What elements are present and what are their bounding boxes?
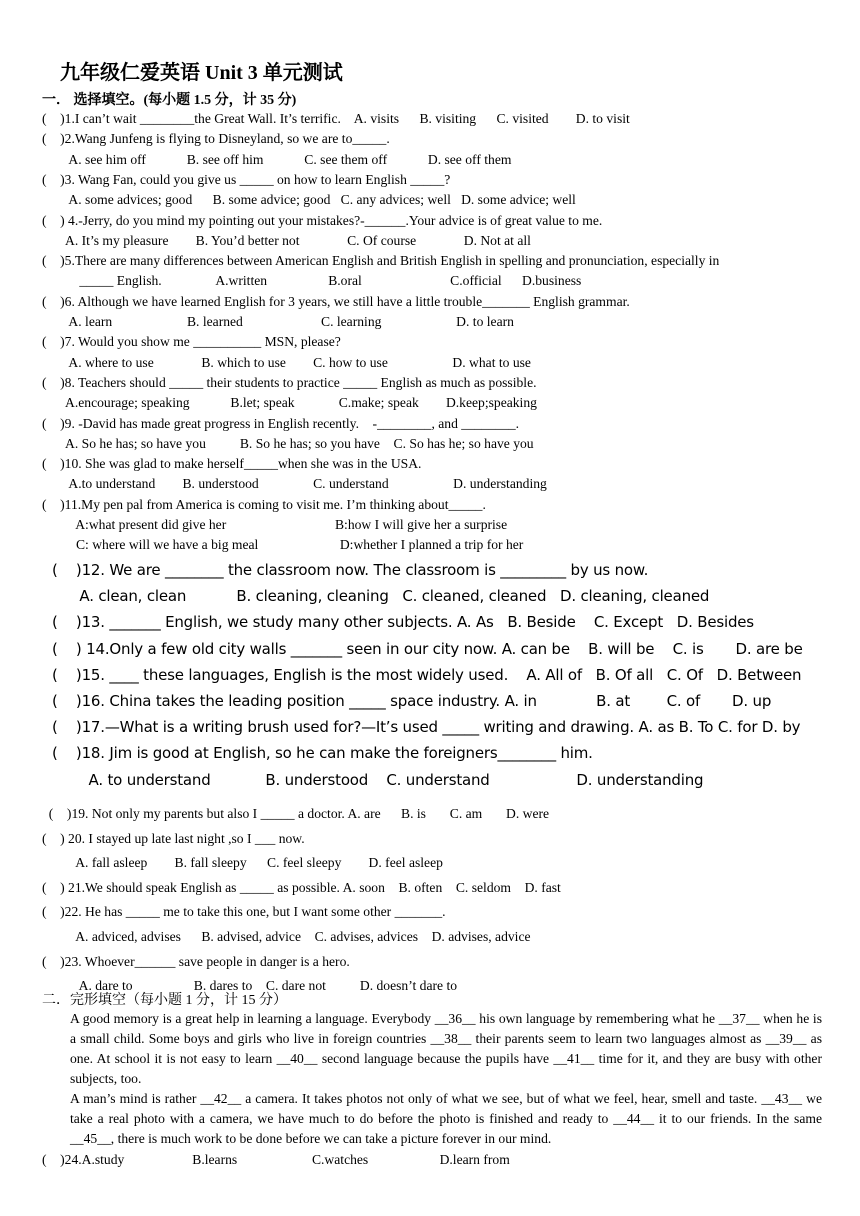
cloze-paragraph-1: A good memory is a great help in learning a language. Everybody __36__ his own language by remembering what he __37__ when he is a small child. Some boys and girls who live in foreign countries __38__ their parents seem to learn two languages almost as __39__ as one. At school it is not easy to learn __40__ second language because the pupils have __41__ time for it, and they are busy with other subjects, too. — [70, 1011, 822, 1086]
question-line: A. to understand B. understood C. understand D. understanding — [52, 770, 704, 789]
question-line: ( )19. Not only my parents but also I _____ a doctor. A. are B. is C. am D. were — [42, 806, 550, 821]
question-line: ( ) 4.-Jerry, do you mind my pointing out your mistakes?-______.Your advice is of great value to me. — [42, 212, 603, 228]
question-line: ( )2.Wang Junfeng is flying to Disneyland, so we are to_____. — [42, 131, 390, 147]
question-line: ( ) 20. I stayed up late last night ,so I ___ now. — [42, 830, 305, 846]
question-line: A:what present did give her B:how I will give her a surprise — [42, 517, 508, 532]
question-line: ( ) 14.Only a few old city walls _______ seen in our city now. A. can be B. will be C. is D. are be — [52, 639, 803, 658]
question-line: ( )3. Wang Fan, could you give us _____ on how to learn English _____? — [42, 171, 451, 187]
question-line: ( )1.I can’t wait ________the Great Wall. It’s terrific. A. visits B. visiting C. visited D. to visit — [42, 111, 630, 126]
question-line: ( )15. ____ these languages, English is the most widely used. A. All of B. Of all C. Of D. Between — [52, 665, 802, 684]
question-line: ( )7. Would you show me __________ MSN, please? — [42, 334, 341, 350]
section-2-heading: 二．完形填空（每小题 1 分，计 15 分） — [42, 993, 287, 1008]
question-line: ( )13. _______ English, we study many other subjects. A. As B. Beside C. Except D. Besides — [52, 613, 754, 632]
section-1-heading: 一． 选择填空。(每小题 1.5 分，计 35 分) — [42, 93, 297, 108]
question-line: ( )9. -David has made great progress in English recently. -________, and ________. — [42, 415, 520, 431]
question-line: A. some advices; good B. some advice; good C. any advices; well D. some advice; well — [42, 192, 576, 208]
question-line: ( )5.There are many differences between American English and British English in spelling and pronunciation, especially in — [42, 253, 720, 269]
question-line: ( )11.My pen pal from America is coming to visit me. I’m thinking about_____. — [42, 496, 486, 512]
question-line: ( )16. China takes the leading position _____ space industry. A. in B. at C. of D. up — [52, 692, 772, 710]
question-line: ( ) 21.We should speak English as _____ as possible. A. soon B. often C. seldom D. fast — [42, 879, 561, 895]
question-line: ( )18. Jim is good at English, so he can make the foreigners________ him. — [52, 744, 593, 763]
question-line: A. learn B. learned C. learning D. to learn — [42, 314, 514, 329]
question-line: ( )8. Teachers should _____ their students to practice _____ English as much as possible. — [42, 374, 537, 390]
question-line: ( )10. She was glad to make herself_____when she was in the USA. — [42, 456, 422, 472]
question-line: _____ English. A.written B.oral C.official D.business — [42, 273, 582, 289]
question-line: A. So he has; so have you B. So he has; so you have C. So has he; so have you — [42, 435, 534, 451]
cloze-paragraph-2: A man’s mind is rather __42__ a camera. It takes photos not only of what we see, but of what we feel, hear, smell and taste. __43__ we take a real photo with a camera, we have much to do before the photo is finished and ready to __44__ it to our friends. In the same __45__, there is much work to be done before we can take a picture forever in our mind. — [70, 1091, 822, 1146]
question-line: ( )23. Whoever______ save people in danger is a hero. — [42, 953, 350, 969]
question-line: A. dare to B. dares to C. dare not D. doesn’t dare to — [42, 978, 458, 994]
question-line: ( )12. We are ________ the classroom now. The classroom is _________ by us now. — [52, 561, 649, 579]
question-line: C: where will we have a big meal D:whether I planned a trip for her — [42, 537, 524, 553]
question-line: A. clean, clean B. cleaning, cleaning C. cleaned, cleaned D. cleaning, cleaned — [52, 587, 710, 606]
question-line: A. fall asleep B. fall sleepy C. feel sleepy D. feel asleep — [42, 855, 443, 871]
question-line: A. where to use B. which to use C. how to use D. what to use — [42, 354, 531, 370]
question-line: ( )17.—What is a writing brush used for?—It’s used _____ writing and drawing. A. as B. To C. for D. by — [52, 718, 801, 737]
page-title: 九年级仁爱英语 Unit 3 单元测试 — [60, 62, 343, 84]
question-line: A. see him off B. see off him C. see them off D. see off them — [42, 151, 512, 167]
question-line: A. adviced, advises B. advised, advice C. advises, advices D. advises, advice — [42, 929, 531, 944]
question-line: A. It’s my pleasure B. You’d better not C. Of course D. Not at all — [42, 232, 531, 248]
question-line: A.encourage; speaking B.let; speak C.make; speak D.keep;speaking — [42, 395, 537, 411]
question-line: ( )6. Although we have learned English for 3 years, we still have a little trouble_______ English grammar. — [42, 293, 630, 309]
question-line: ( )22. He has _____ me to take this one, but I want some other _______. — [42, 904, 446, 920]
question-line: A.to understand B. understood C. understand D. understanding — [42, 476, 547, 492]
question-24: ( )24.A.study B.learns C.watches D.learn from — [42, 1152, 510, 1167]
